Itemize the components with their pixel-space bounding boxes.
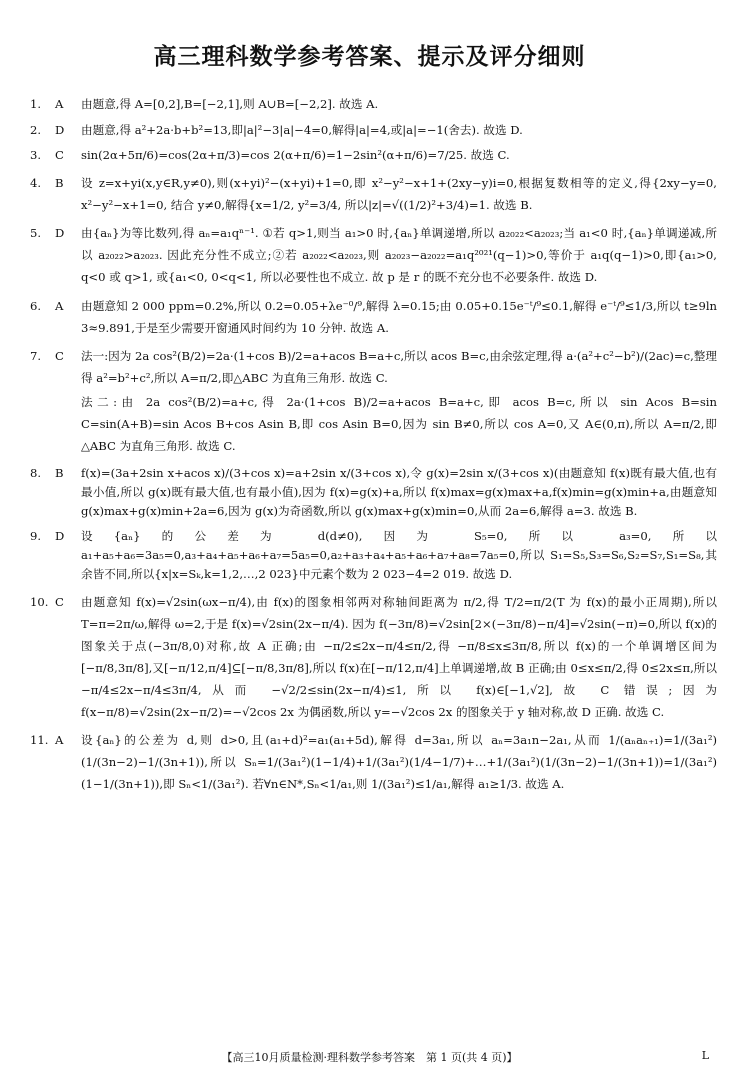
answer-letter: C xyxy=(55,148,64,162)
explanation xyxy=(81,172,717,218)
question-number: 7. xyxy=(30,349,42,363)
explanation xyxy=(81,527,717,586)
answer-item-3 xyxy=(30,146,717,167)
answer-letter: D xyxy=(55,529,65,543)
explanation xyxy=(81,222,717,290)
question-number: 2. xyxy=(30,122,42,137)
explanation-paragraph: 法二:由 2a cos²(B/2)=a+c,得 2a·(1+cos B)/2=a+acos B=a+c,即 acos B=c,所以 sin Acos B=sin C=sin(A+B)=sin Acos B+cos Asin B,即 cos Asin B=0,因为 sin B≠0,所以 cos A=0,又 A∈(0,π),所以 A=π/2,即△ABC 为直角三角形. 故选 C. xyxy=(81,395,717,453)
answer-item-10 xyxy=(30,591,717,725)
page-footer: 【高三10月质量检测·理科数学参考答案 第 1 页(共 4 页)】 xyxy=(221,1051,518,1064)
answer-item-2 xyxy=(30,121,717,142)
explanation-paragraph: sin(2α+5π/6)=cos(2α+π/3)=cos 2(α+π/6)=1−2sin²(α+π/6)=7/25. 故选 C. xyxy=(81,148,510,162)
answer-letter: D xyxy=(55,122,65,137)
answer-list xyxy=(30,95,717,802)
answer-item-7 xyxy=(30,345,717,459)
answer-letter: A xyxy=(55,733,64,747)
explanation-paragraph: 设{aₙ}的公差为 d,则 d>0,且(a₁+d)²=a₁(a₁+5d),解得 d=3a₁,所以 aₙ=3a₁n−2a₁,从而 1/(aₙaₙ₊₁)=1/(3a₁²)(1/(3n−2)−1/(3n+1)),所以 Sₙ=1/(3a₁²)(1−1/4)+1/(3a₁²)(1/4−1/7)+…+1/(3a₁²)(1/(3n−2)−1/(3n+1))=1/(3a₁²)(1−1/(3n+1)),即 Sₙ<1/(3a₁²). 若∀n∈N*,Sₙ<1/a₁,则 1/(3a₁²)≤1/a₁,解得 a₁≥1/3. 故选 A. xyxy=(81,733,717,791)
answer-item-11 xyxy=(30,729,717,797)
explanation-paragraph: f(x)=(3a+2sin x+acos x)/(3+cos x)=a+2sin x/(3+cos x),令 g(x)=2sin x/(3+cos x)(由题意知 f(x)既有最大值,也有最小值,所以 g(x)既有最大值,也有最小值),因为 f(x)=g(x)+a,所以 f(x)max=g(x)max+a,f(x)min=g(x)min+a,由题意知 g(x)max+g(x)min+2a=6,因为 g(x)为奇函数,所以 g(x)max+g(x)min=0,从而 2a=6,解得 a=3. 故选 B. xyxy=(81,465,717,518)
explanation xyxy=(81,295,717,341)
answer-item-9 xyxy=(30,527,717,586)
answer-letter: A xyxy=(55,298,64,313)
answer-item-8 xyxy=(30,464,717,523)
explanation-paragraph: 由题意,得 A=[0,2],B=[−2,1],则 A∪B=[−2,2]. 故选 A. xyxy=(81,97,379,111)
answer-letter: B xyxy=(55,175,64,190)
question-number: 11. xyxy=(30,733,49,747)
explanation-paragraph: 由题意知 f(x)=√2sin(ωx−π/4),由 f(x)的图象相邻两对称轴间距离为 π/2,得 T/2=π/2(T 为 f(x)的最小正周期),所以 T=π=2π/ω,解得 ω=2,于是 f(x)=√2sin(2x−π/4). 因为 f(−3π/8)=√2sin[2×(−3π/8)−π/4]=√2sin(−π)=0,所以 f(x)的图象关于点(−3π/8,0)对称,故 A 正确;由 −π/2≤2x−π/4≤π/2,得 −π/8≤x≤3π/8,所以 f(x)的一个单调增区间为[−π/8,3π/8],又[−π/12,π/4]⊆[−π/8,3π/8],所以 f(x)在[−π/12,π/4]上单调递增,故 B 正确;由 0≤x≤π/2,得 0≤2x≤π,所以 −π/4≤2x−π/4≤3π/4,从而 −√2/2≤sin(2x−π/4)≤1,所以 f(x)∈[−1,√2],故 C 错误;因为 f(x−π/8)=√2sin(2x−π/2)=−√2cos 2x 为偶函数,所以 y=−√2cos 2x 的图象关于 y 轴对称,故 D 正确. 故选 C. xyxy=(81,594,717,719)
explanation-paragraph: 由题意,得 a²+2a·b+b²=13,即|a|²−3|a|−4=0,解得|a|=4,或|a|=−1(舍去). 故选 D. xyxy=(81,122,523,137)
explanation-paragraph: 设{aₙ}的公差为 d(d≠0),因为 S₅=0,所以 a₃=0,所以 a₁+a₅+a₆=3a₅=0,a₃+a₄+a₅+a₆+a₇=5a₅=0,a₂+a₃+a₄+a₅+a₆+a₇+a₈=7a₅=0,所以 S₁=S₅,S₃=S₆,S₂=S₇,S₁=S₈,其余皆不同,所以{x|x=Sₖ,k=1,2,…,2 023}中元素个数为 2 023−4=2 019. 故选 D. xyxy=(81,529,717,581)
question-number: 8. xyxy=(30,465,42,480)
explanation xyxy=(81,464,717,523)
answer-letter: A xyxy=(55,97,64,111)
answer-item-6 xyxy=(30,295,717,341)
corner-mark: L xyxy=(701,1049,709,1062)
question-number: 4. xyxy=(30,175,42,190)
question-number: 5. xyxy=(30,226,42,240)
answer-item-5 xyxy=(30,222,717,290)
question-number: 3. xyxy=(30,148,42,162)
page-title: 高三理科数学参考答案、提示及评分细则 xyxy=(153,43,586,70)
answer-letter: C xyxy=(55,594,64,609)
answer-letter: B xyxy=(55,465,64,480)
explanation xyxy=(81,121,717,142)
question-number: 10. xyxy=(30,594,49,609)
explanation xyxy=(81,345,717,459)
question-number: 1. xyxy=(30,97,42,111)
explanation-paragraph: 设 z=x+yi(x,y∈R,y≠0),则(x+yi)²−(x+yi)+1=0,即 x²−y²−x+1+(2xy−y)i=0,根据复数相等的定义,得{2xy−y=0, x²−y²−x+1=0, 结合 y≠0,解得{x=1/2, y²=3/4, 所以|z|=√((1/2)²+3/4)=1. 故选 B. xyxy=(81,175,717,212)
answer-item-4 xyxy=(30,172,717,218)
explanation xyxy=(81,95,717,116)
question-number: 9. xyxy=(30,529,42,543)
explanation xyxy=(81,146,717,167)
answer-item-1 xyxy=(30,95,717,116)
explanation-paragraph: 由{aₙ}为等比数列,得 aₙ=a₁qⁿ⁻¹. ①若 q>1,则当 a₁>0 时,{aₙ}单调递增,所以 a₂₀₂₂<a₂₀₂₃;当 a₁<0 时,{aₙ}单调递减,所以 a₂₀₂₂>a₂₀₂₃. 因此充分性不成立;②若 a₂₀₂₂<a₂₀₂₃,则 a₂₀₂₃−a₂₀₂₂=a₁q²⁰²¹(q−1)>0,等价于 a₁q(q−1)>0,即{a₁>0, q<0 或 q>1, 或{a₁<0, 0<q<1, 所以必要性也不成立. 故 p 是 r 的既不充分也不必要条件. 故选 D. xyxy=(81,226,717,284)
explanation xyxy=(81,591,717,725)
answer-letter: D xyxy=(55,226,65,240)
answer-letter: C xyxy=(55,349,64,363)
explanation-paragraph: 由题意知 2 000 ppm=0.2%,所以 0.2=0.05+λe⁻⁰/⁹,解得 λ=0.15;由 0.05+0.15e⁻ᵗ/⁹≤0.1,解得 e⁻ᵗ/⁹≤1/3,所以 t≥9ln 3≈9.891,于是至少需要开窗通风时间约为 10 分钟. 故选 A. xyxy=(81,298,717,335)
explanation-paragraph: 法一:因为 2a cos²(B/2)=2a·(1+cos B)/2=a+acos B=a+c,所以 acos B=c,由余弦定理,得 a·(a²+c²−b²)/(2ac)=c,整理得 a²=b²+c²,所以 A=π/2,即△ABC 为直角三角形. 故选 C. xyxy=(81,349,717,385)
question-number: 6. xyxy=(30,298,42,313)
explanation xyxy=(81,729,717,797)
